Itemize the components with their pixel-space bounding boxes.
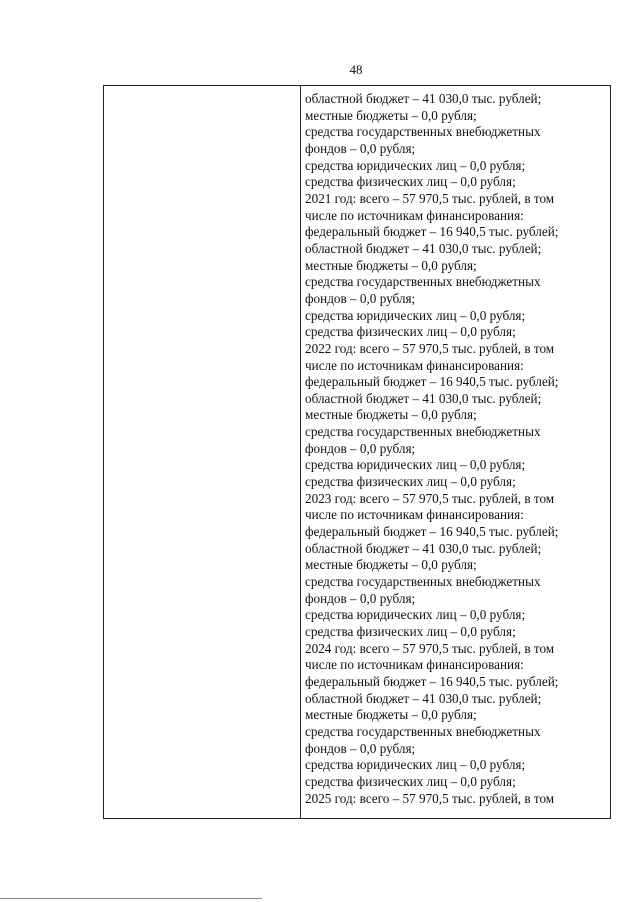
- text-line: числе по источникам финансирования:: [305, 357, 524, 373]
- text-line: местные бюджеты – 0,0 рубля;: [305, 257, 477, 273]
- text-line: областной бюджет – 41 030,0 тыс. рублей;: [305, 240, 542, 256]
- text-line: федеральный бюджет – 16 940,5 тыс. рублей;: [305, 224, 559, 240]
- text-line: средства государственных внебюджетных: [305, 274, 541, 290]
- text-line: областной бюджет – 41 030,0 тыс. рублей;: [305, 91, 542, 106]
- text-line: 2024 год: всего – 57 970,5 тыс. рублей, в том: [305, 640, 555, 656]
- text-line: местные бюджеты – 0,0 рубля;: [305, 107, 477, 123]
- text-line: средства государственных внебюджетных: [305, 574, 541, 590]
- text-line: федеральный бюджет – 16 940,5 тыс. рублей;: [305, 524, 559, 540]
- text-line: средства юридических лиц – 0,0 рубля;: [305, 757, 526, 773]
- text-line: фондов – 0,0 рубля;: [305, 740, 416, 756]
- text-line: фондов – 0,0 рубля;: [305, 440, 416, 456]
- text-line: средства физических лиц – 0,0 рубля;: [305, 174, 516, 190]
- text-line: местные бюджеты – 0,0 рубля;: [305, 707, 477, 723]
- text-line: местные бюджеты – 0,0 рубля;: [305, 557, 477, 573]
- text-line: числе по источникам финансирования:: [305, 207, 524, 223]
- text-line: областной бюджет – 41 030,0 тыс. рублей;: [305, 540, 542, 556]
- text-line: числе по источникам финансирования:: [305, 657, 524, 673]
- footer-divider: [0, 898, 262, 899]
- text-line: средства физических лиц – 0,0 рубля;: [305, 324, 516, 340]
- text-line: областной бюджет – 41 030,0 тыс. рублей;: [305, 690, 542, 706]
- text-line: федеральный бюджет – 16 940,5 тыс. рублей;: [305, 673, 559, 689]
- text-line: средства юридических лиц – 0,0 рубля;: [305, 607, 526, 623]
- page-number: 48: [349, 62, 363, 77]
- text-line: средства юридических лиц – 0,0 рубля;: [305, 307, 526, 323]
- text-line: областной бюджет – 41 030,0 тыс. рублей;: [305, 390, 542, 406]
- text-line: 2022 год: всего – 57 970,5 тыс. рублей, в том: [305, 340, 555, 356]
- table-right-cell: [301, 86, 610, 818]
- text-line: 2023 год: всего – 57 970,5 тыс. рублей, в том: [305, 490, 555, 506]
- text-line: фондов – 0,0 рубля;: [305, 590, 416, 606]
- text-line: фондов – 0,0 рубля;: [305, 140, 416, 156]
- text-line: 2025 год: всего – 57 970,5 тыс. рублей, в том: [305, 790, 555, 806]
- text-line: средства юридических лиц – 0,0 рубля;: [305, 157, 526, 173]
- text-line: средства физических лиц – 0,0 рубля;: [305, 773, 516, 789]
- text-line: средства юридических лиц – 0,0 рубля;: [305, 457, 526, 473]
- text-line: местные бюджеты – 0,0 рубля;: [305, 407, 477, 423]
- text-line: средства государственных внебюджетных: [305, 723, 541, 739]
- table-left-cell: [104, 86, 301, 818]
- funding-table: [103, 85, 611, 819]
- text-line: 2021 год: всего – 57 970,5 тыс. рублей, в том: [305, 190, 555, 206]
- text-line: средства физических лиц – 0,0 рубля;: [305, 624, 516, 639]
- text-line: средства государственных внебюджетных: [305, 424, 541, 440]
- text-line: фондов – 0,0 рубля;: [305, 290, 416, 306]
- text-line: федеральный бюджет – 16 940,5 тыс. рублей;: [305, 374, 559, 390]
- text-line: средства физических лиц – 0,0 рубля;: [305, 474, 516, 490]
- text-line: средства государственных внебюджетных: [305, 124, 541, 140]
- text-line: числе по источникам финансирования:: [305, 507, 524, 523]
